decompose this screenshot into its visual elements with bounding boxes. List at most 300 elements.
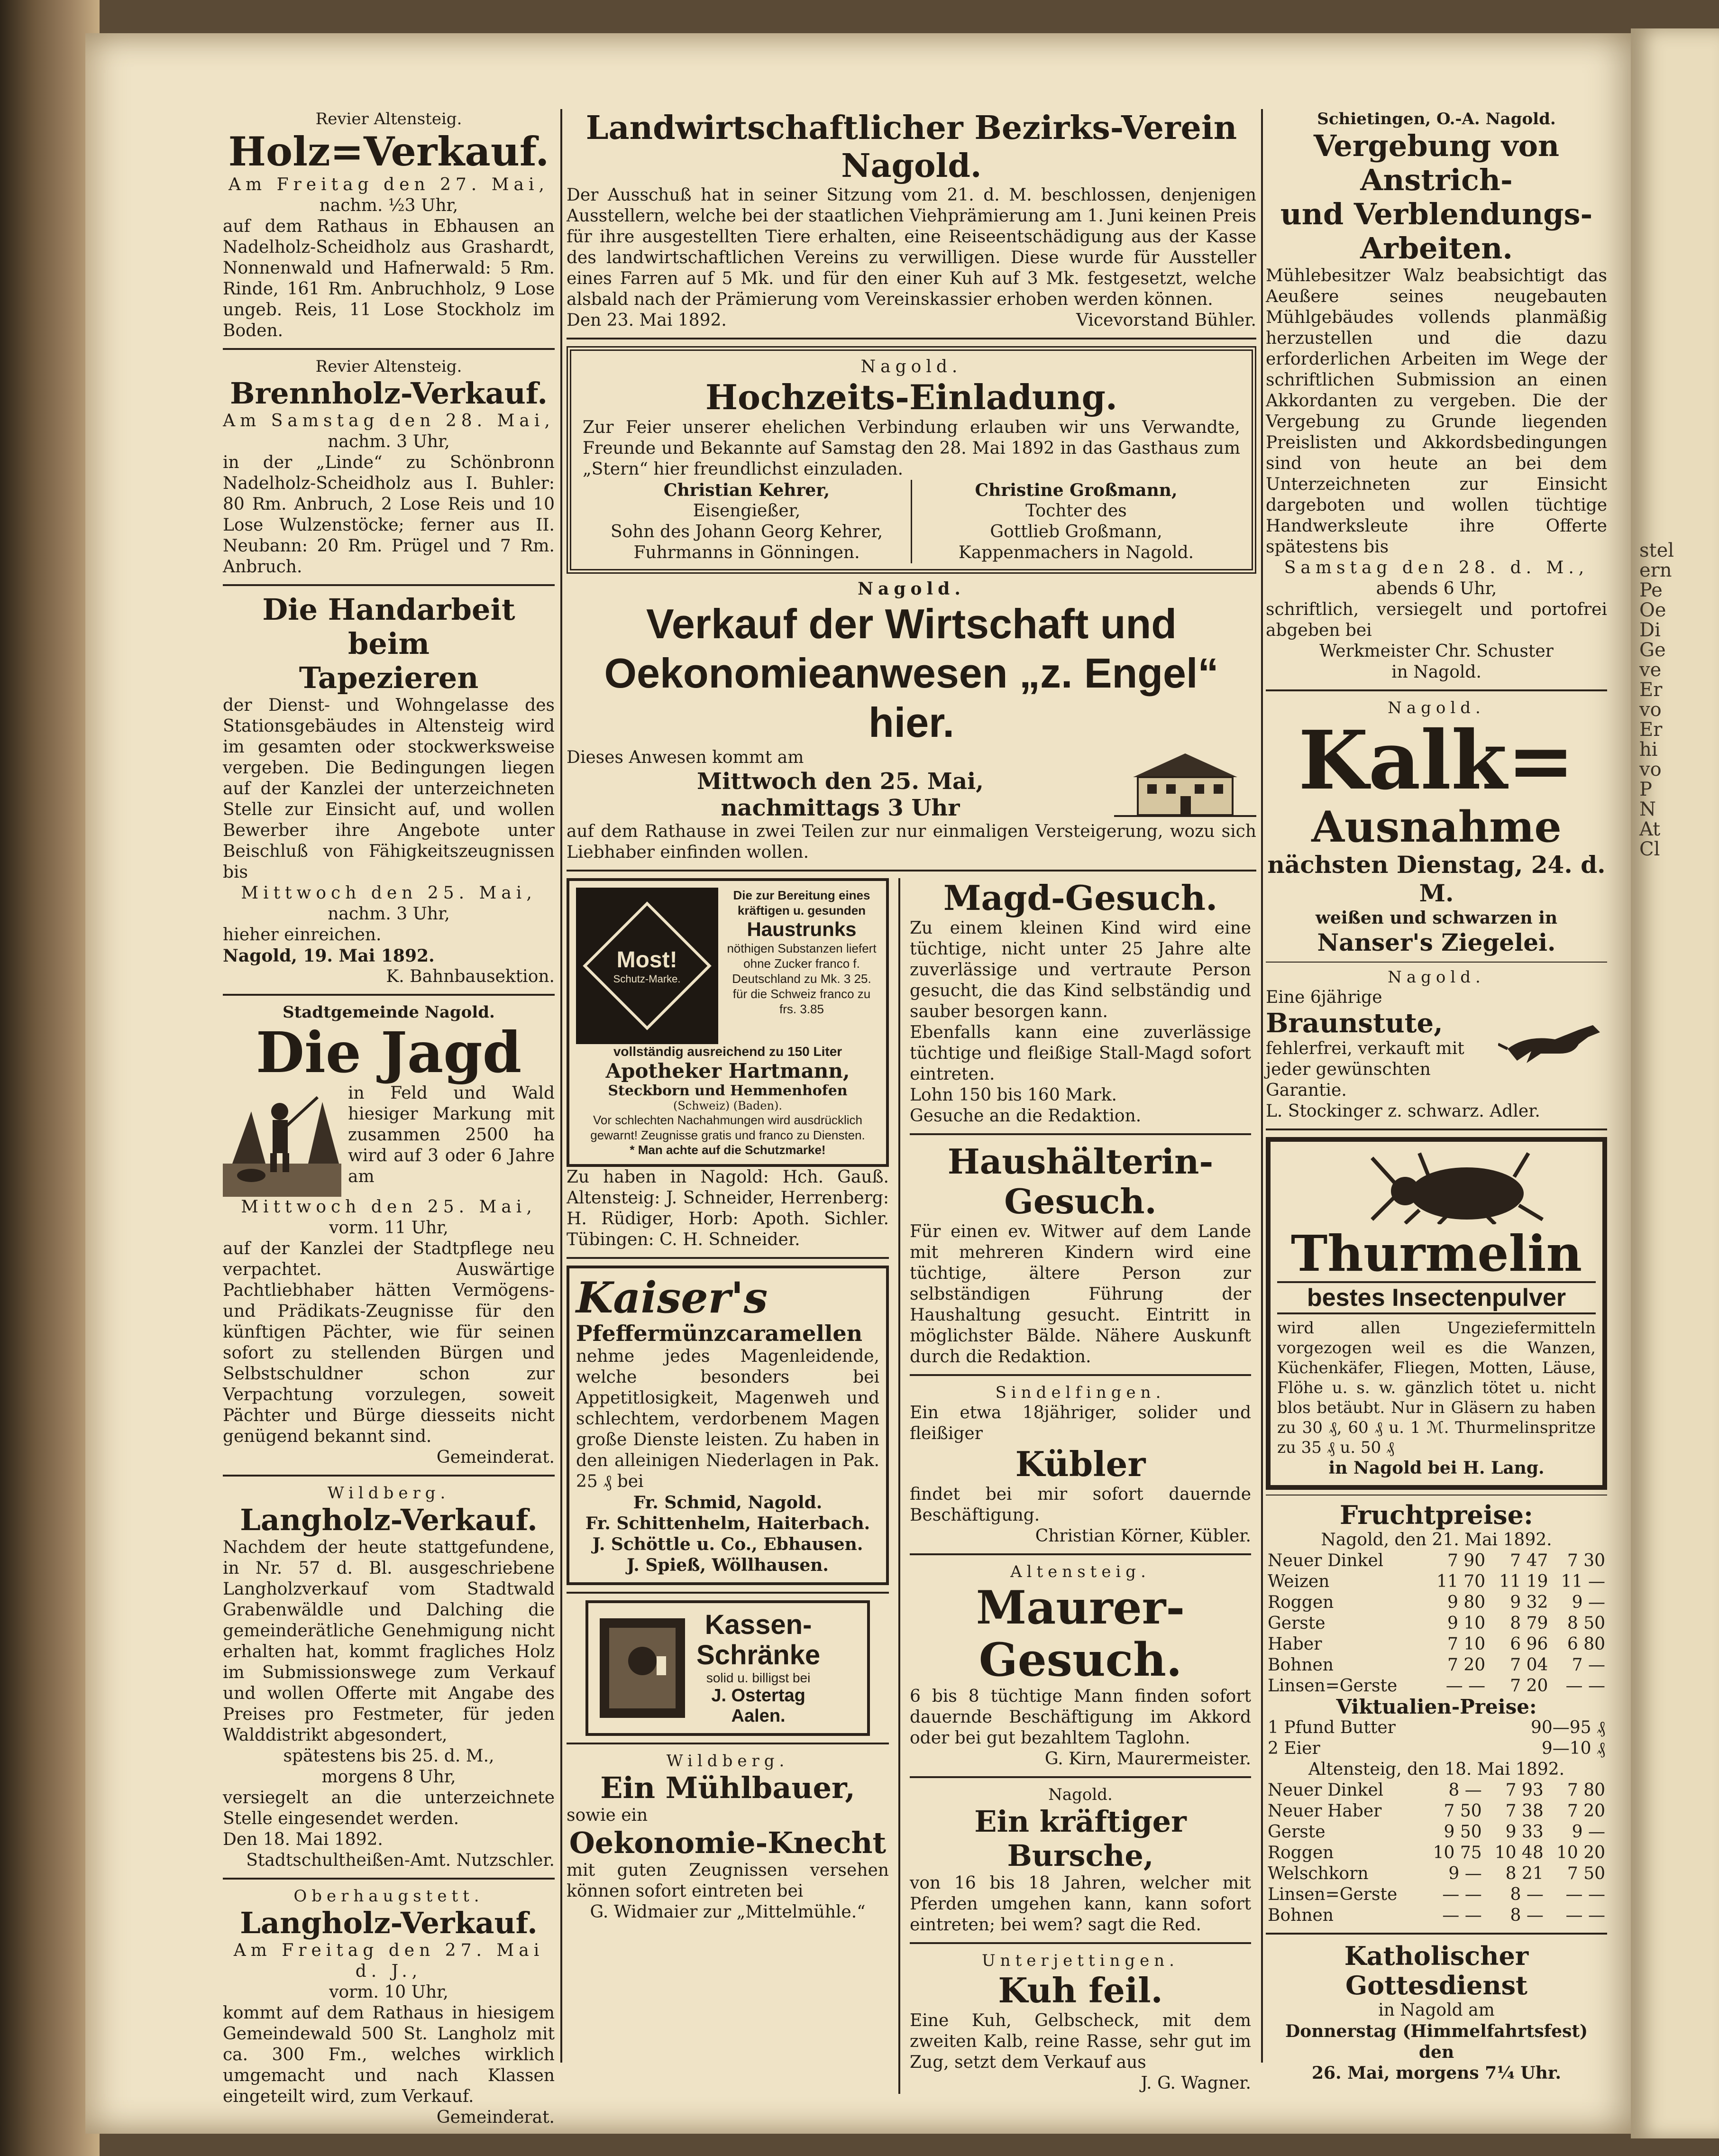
bride-block xyxy=(912,480,1240,563)
table-cell: 9 50 xyxy=(1444,1822,1482,1842)
ad-body: Mühlebesitzer Walz beabsichtigt das Aeußere seines neugebauten Mühlgebäudes vollends planmäßig herzustellen und die dazu erforderlichen Arbeiten im Wege der schriftlichen Submission an einen Akkordanten zu vergeben. Die der Vergebung zu Grunde liegenden Preislisten und Akkordsbedingungen sind von heute an bei dem Unterzeichneten zur Einsicht dargeboten und wollen tüchtige Handwerksleute ihre Offerte spätestens bis xyxy=(1266,266,1607,557)
table-row xyxy=(1266,1905,1607,1926)
ad-title: Holz=Verkauf. xyxy=(228,128,549,175)
ad-maurer xyxy=(910,1562,1251,1770)
edge-fragment: hi xyxy=(1639,739,1658,761)
ad-date: Mittwoch den 25. Mai, xyxy=(697,768,984,795)
divider xyxy=(1266,1933,1607,1935)
ad-kuebler xyxy=(910,1383,1251,1547)
ad-intro: Eine 6jährige xyxy=(1266,988,1382,1007)
fruchtpreise xyxy=(1266,1500,1607,1926)
table-cell: Bohnen xyxy=(1268,1655,1334,1675)
table-row xyxy=(1266,1884,1607,1905)
ad-place: Den 18. Mai 1892. xyxy=(223,1830,383,1849)
table-cell: Welschkorn xyxy=(1268,1864,1369,1883)
ad-most xyxy=(567,878,889,1167)
ad-kicker: Wildberg. xyxy=(666,1752,789,1771)
table-cell: 7 93 xyxy=(1505,1780,1544,1800)
couple-names xyxy=(583,480,1240,563)
divider xyxy=(1266,1128,1607,1130)
section-title: Fruchtpreise: xyxy=(1340,1500,1533,1530)
section-title: Viktualien-Preise: xyxy=(1336,1695,1537,1718)
table-row xyxy=(1266,1571,1607,1592)
table-row xyxy=(1266,1801,1607,1822)
bride-line: Tochter des xyxy=(1025,501,1127,521)
edge-fragment: vo xyxy=(1639,759,1662,780)
book-spine xyxy=(0,0,100,2156)
ad-body: wird allen Ungeziefermitteln vorgezogen weil es die Wanzen, Küchenkäfer, Fliegen, Motten, Läuse, Flöhe u. s. w. gänzlich tötet u. nicht blos betäubt. Nur in Gläsern zu haben zu 30 ₰, 60 ₰ u. 1 ℳ. Thurmelinspritze zu 35 ₰ u. 50 ₰ xyxy=(1277,1319,1596,1457)
ad-intro: Ein etwa 18jähriger, solider und fleißiger xyxy=(910,1403,1251,1443)
ad-signature: Gemeinderat. xyxy=(436,2108,555,2127)
table-row xyxy=(1266,1717,1607,1738)
groom-line: Eisengießer, xyxy=(693,501,801,521)
divider xyxy=(910,1133,1251,1135)
edge-fragment: At xyxy=(1639,818,1661,840)
table-cell: 11 70 xyxy=(1436,1572,1486,1591)
ad-signature: K. Bahnbausektion. xyxy=(386,967,555,986)
table-cell: Bohnen xyxy=(1268,1906,1334,1925)
most-logo-sub: Schutz-Marke. xyxy=(613,972,681,985)
divider xyxy=(910,1374,1251,1376)
ad-body: Eine Kuh, Gelbscheck, mit dem zweiten Kalb, reine Rasse, sehr gut im Zug, setzt dem Verkauf aus xyxy=(910,2011,1251,2072)
table-cell: 7 — xyxy=(1572,1655,1605,1675)
table-cell: 7 38 xyxy=(1505,1801,1544,1821)
dealer: J. Spieß, Wöllhausen. xyxy=(627,1555,829,1575)
ad-title: Katholischer Gottesdienst xyxy=(1344,1941,1529,2000)
column-rule xyxy=(898,878,900,2094)
column-rule xyxy=(1261,109,1263,2063)
table-cell: 7 47 xyxy=(1510,1551,1548,1570)
ad-body: von 16 bis 18 Jahren, welcher mit Pferden umgehen kann, kann sofort eintreten; bei wem? sagt die Red. xyxy=(910,1873,1251,1935)
ad-muehlbauer xyxy=(567,1751,889,1923)
ad-intro: in Feld und Wald hiesiger Markung mit zusammen 2500 ha wird auf 3 oder 6 Jahre am xyxy=(348,1083,555,1186)
table-cell: 8 21 xyxy=(1505,1864,1544,1883)
ad-brennholz xyxy=(223,357,555,578)
ad-place: Nagold, 19. Mai 1892. xyxy=(223,946,435,966)
price-table-altensteig xyxy=(1266,1780,1607,1926)
ad-title: Braunstute, xyxy=(1266,1008,1443,1039)
table-cell: Weizen xyxy=(1268,1572,1330,1591)
edge-fragment: Oe xyxy=(1639,599,1666,621)
ad-subtitle: Pfeffermünzcaramellen xyxy=(576,1321,863,1346)
ad-title: Langholz-Verkauf. xyxy=(240,1503,538,1537)
table-cell: 9 — xyxy=(1572,1822,1605,1842)
ad-body: mit guten Zeugnissen versehen können sofort eintreten bei xyxy=(567,1861,889,1901)
ad-date: Den 23. Mai 1892. xyxy=(567,311,727,330)
ad-title: Schränke xyxy=(696,1640,821,1670)
most-warning: Vor schlechten Nachahmungen wird ausdrücklich gewarnt! Zeugnisse gratis und franco zu Diensten. xyxy=(590,1113,865,1142)
ad-hochzeit xyxy=(567,346,1256,574)
table-cell: 7 20 xyxy=(1567,1801,1605,1821)
table-cell: — — xyxy=(1565,1906,1605,1925)
table-cell: 9 33 xyxy=(1505,1822,1544,1842)
ad-body: fehlerfrei, verkauft mit jeder gewünschten Garantie. xyxy=(1266,1039,1464,1100)
ad-signature: Christian Körner, Kübler. xyxy=(1035,1526,1251,1546)
groom-line: Fuhrmanns in Gönningen. xyxy=(633,543,860,562)
table-cell: 2 Eier xyxy=(1268,1739,1320,1758)
ad-gottesdienst xyxy=(1266,1941,1607,2083)
most-text: Die zur Bereitung eines kräftigen u. gesunden xyxy=(733,888,870,917)
ad-kicker: Revier Altensteig. xyxy=(315,110,462,128)
ad-kicker: Stadtgemeinde Nagold. xyxy=(283,1003,495,1022)
edge-fragment: Di xyxy=(1639,619,1661,641)
table-row xyxy=(1266,1780,1607,1801)
table-cell: — — xyxy=(1442,1885,1482,1904)
bride-line: Gottlieb Großmann, xyxy=(990,522,1162,541)
table-cell: Neuer Haber xyxy=(1268,1801,1382,1821)
table-row xyxy=(1266,1655,1607,1676)
ad-body: auf der Kanzlei der Stadtpflege neu verpachtet. Auswärtige Pachtliebhaber hätten Vermögens- und Prädikats-Zeugnisse für den künftigen Pächter, wie für seinen sofort zu stellenden Bürgen und Selbstschuldner schon zur Verpachtung vorzulegen, soweit Pächter und Bürge diesseits nicht genügend bekannt sind. xyxy=(223,1239,555,1446)
ad-body: Der Ausschuß hat in seiner Sitzung vom 21. d. M. beschlossen, denjenigen Ausstellern, welche bei der staatlichen Viehprämierung am 1. Juni keinen Preis für ihre ausgestellten Tiere erhalten, eine Reiseentschädigung aus der Kasse des landwirtschaftlichen Vereins zu verwilligen. Diese wurde für Aussteller eines Farren auf 5 Mk. und für den einer Kuh auf 3 Mk. festgesetzt, welche alsbald nach der Prämierung vom Vereinskassier erhoben werden können. xyxy=(567,185,1256,309)
ad-verein xyxy=(567,109,1256,331)
table-cell: Haber xyxy=(1268,1634,1322,1654)
table-cell: 10 48 xyxy=(1494,1843,1544,1862)
table-cell: 10 75 xyxy=(1433,1843,1482,1862)
table-cell: 8 50 xyxy=(1567,1614,1605,1633)
ad-title: Magd-Gesuch. xyxy=(943,878,1218,918)
ad-city: Aalen. xyxy=(731,1706,786,1726)
ad-signature: G. Widmaier zur „Mittelmühle.“ xyxy=(590,1902,866,1922)
table-cell: 9 — xyxy=(1448,1864,1482,1883)
ad-text: hieher einreichen. xyxy=(223,925,382,945)
groom-name: Christian Kehrer, xyxy=(663,480,830,500)
bride-name: Christine Großmann, xyxy=(975,480,1178,500)
divider xyxy=(223,1878,555,1880)
table-cell: 6 96 xyxy=(1510,1634,1548,1654)
beetle-icon xyxy=(1277,1148,1600,1224)
ad-title: Kassen- xyxy=(704,1609,812,1640)
table-cell: 8 — xyxy=(1510,1906,1544,1925)
ad-kicker: Sindelfingen. xyxy=(995,1383,1166,1402)
center-subcolumns xyxy=(567,878,1256,2094)
ad-title: Ausnahme xyxy=(1311,802,1562,852)
divider xyxy=(223,348,555,350)
engel-block xyxy=(567,747,1256,821)
ad-time: nachm. 3 Uhr, xyxy=(328,432,450,451)
ad-title: Vergebung von Anstrich- xyxy=(1313,128,1560,197)
ad-title: Langholz-Verkauf. xyxy=(240,1906,538,1940)
table-cell: Linsen=Gerste xyxy=(1268,1676,1398,1696)
ad-title: Ein kräftiger Bursche, xyxy=(974,1804,1187,1873)
ad-title: Oekonomie-Knecht xyxy=(569,1826,887,1860)
ad-title: Thurmelin xyxy=(1290,1224,1582,1283)
most-logo xyxy=(576,888,718,1044)
ad-magd xyxy=(910,878,1251,1127)
ad-title: Hochzeits-Einladung. xyxy=(705,377,1117,417)
ad-title: Kalk= xyxy=(1298,713,1575,808)
column-left xyxy=(223,109,555,2128)
market-date: Nagold, den 21. Mai 1892. xyxy=(1321,1530,1552,1550)
ad-title: Kuh feil. xyxy=(998,1970,1163,2010)
divider xyxy=(567,1743,889,1744)
most-desc xyxy=(724,888,879,1044)
ad-date: Am Samstag den 28. Mai, xyxy=(223,411,555,431)
table-cell: 7 20 xyxy=(1510,1676,1548,1696)
table-row xyxy=(1266,1634,1607,1655)
ad-bursche xyxy=(910,1785,1251,1936)
ad-kicker: Unterjettingen. xyxy=(982,1951,1179,1970)
table-cell: 9 32 xyxy=(1510,1593,1548,1612)
table-cell: 7 10 xyxy=(1447,1634,1486,1654)
table-cell: 9 80 xyxy=(1447,1593,1486,1612)
divider xyxy=(567,1257,889,1259)
ad-body: Zu einem kleinen Kind wird eine tüchtige, nicht unter 25 Jahre alte zuverlässige und vertraute Person gesucht, die das Kind selbständig und sauber besorgen kann. xyxy=(910,918,1251,1021)
most-mark: * Man achte auf die Schutzmarke! xyxy=(630,1143,826,1157)
ad-engel xyxy=(567,578,1256,863)
ad-line: weißen und schwarzen in xyxy=(1315,908,1558,928)
table-cell: 9—10 ₰ xyxy=(1541,1739,1605,1758)
table-cell: Neuer Dinkel xyxy=(1268,1551,1384,1570)
ad-body: auf dem Rathaus in Ebhausen an Nadelholz-Scheidholz aus Grashardt, Nonnenwald und Hafnerwald: 5 Rm. Rinde, 161 Rm. Anbruchholz, 9 Lose ungeb. Reis, 11 Lose Stockholz im Boden. xyxy=(223,217,555,340)
most-apotheker: Apotheker Hartmann, xyxy=(605,1059,850,1083)
stute-block xyxy=(1266,987,1607,1101)
ad-signature: J. G. Wagner. xyxy=(1141,2073,1251,2093)
ad-kaiser xyxy=(567,1266,889,1585)
table-row xyxy=(1266,1822,1607,1843)
column-center xyxy=(567,109,1256,2094)
table-cell: 7 04 xyxy=(1510,1655,1548,1675)
ad-title: Tapezieren xyxy=(299,661,479,695)
groom-block xyxy=(583,480,912,563)
kassen-text xyxy=(696,1610,820,1726)
ad-date: spätestens bis 25. d. M., xyxy=(283,1746,494,1766)
edge-fragment: vo xyxy=(1639,699,1662,721)
inn-illustration xyxy=(1114,749,1256,820)
divider xyxy=(567,870,1256,872)
ad-line: Nanser's Ziegelei. xyxy=(1317,928,1556,956)
ad-date: Mittwoch den 25. Mai, xyxy=(241,883,537,903)
ad-signature: in Nagold. xyxy=(1391,662,1481,682)
ad-kicker: Oberhaugstett. xyxy=(293,1887,484,1906)
most-logo-word: Most! xyxy=(617,947,677,972)
ad-jagd xyxy=(223,1002,555,1468)
ad-date: Mittwoch den 25. Mai, xyxy=(241,1197,537,1217)
groom-line: Sohn des Johann Georg Kehrer, xyxy=(610,522,883,541)
ad-title: Kaiser's xyxy=(576,1273,768,1323)
ad-body: findet bei mir sofort dauernde Beschäftigung. xyxy=(910,1485,1251,1525)
most-location: Steckborn und Hemmenhofen xyxy=(608,1083,848,1099)
table-row xyxy=(1266,1592,1607,1613)
ad-kicker: Nagold. xyxy=(860,357,962,376)
ad-title: Die Handarbeit beim xyxy=(262,592,515,661)
divider xyxy=(1266,689,1607,691)
ad-kicker: Nagold. xyxy=(858,579,965,599)
ad-text: versiegelt an die unterzeichnete Stelle eingesendet werden. xyxy=(223,1788,555,1828)
divider xyxy=(223,994,555,996)
most-sold: Zu haben in Nagold: Hch. Gauß. Altensteig: J. Schneider, Herrenberg: H. Rüdiger, Horb: Apoth. Sichler. Tübingen: C. H. Schneider. xyxy=(567,1167,889,1249)
dealer: Fr. Schittenhelm, Haiterbach. xyxy=(585,1514,870,1533)
ad-kuh xyxy=(910,1951,1251,2094)
table-cell: 7 20 xyxy=(1447,1655,1486,1675)
table-cell: 7 90 xyxy=(1447,1551,1486,1570)
ad-body: Zur Feier unserer ehelichen Verbindung erlauben wir uns Verwandte, Freunde und Bekannte auf Samstag den 28. Mai 1892 in das Gasthaus zum „Stern“ hier freundlichst einzuladen. xyxy=(583,418,1240,479)
ad-pay: Lohn 150 bis 160 Mark. xyxy=(910,1085,1117,1105)
ad-signature: Werkmeister Chr. Schuster xyxy=(1319,642,1554,661)
ad-title: Oekonomieanwesen „z. Engel“ hier. xyxy=(604,650,1219,746)
edge-fragment: Er xyxy=(1639,719,1663,741)
ad-subtitle: bestes Insectenpulver xyxy=(1277,1281,1596,1314)
edge-fragment: ern xyxy=(1639,560,1672,581)
table-cell: 7 80 xyxy=(1567,1780,1605,1800)
table-cell: 90—95 ₰ xyxy=(1530,1718,1605,1737)
ad-date: Samstag den 28. d. M., xyxy=(1284,558,1589,578)
table-cell: 10 20 xyxy=(1556,1843,1605,1862)
edge-fragment: stel xyxy=(1639,540,1674,561)
ad-title: und Verblendungs- xyxy=(1280,197,1593,231)
ad-text: Gesuche an die Redaktion. xyxy=(910,1106,1142,1126)
ad-body: 6 bis 8 tüchtige Mann finden sofort dauernde Beschäftigung im Akkord oder bei gut bezahltem Taglohn. xyxy=(910,1687,1251,1748)
ad-line: in Nagold am xyxy=(1378,2000,1495,2020)
table-cell: Neuer Dinkel xyxy=(1268,1780,1384,1800)
center-left-subcolumn xyxy=(567,878,889,2094)
table-row xyxy=(1266,1550,1607,1571)
bride-line: Kappenmachers in Nagold. xyxy=(958,543,1194,562)
ad-where: in Nagold bei H. Lang. xyxy=(1328,1458,1545,1478)
ad-kicker: Altensteig. xyxy=(1010,1562,1151,1581)
divider xyxy=(910,1942,1251,1944)
ad-title: Maurer-Gesuch. xyxy=(976,1581,1185,1687)
ad-kicker: Wildberg. xyxy=(327,1484,450,1503)
ad-kicker: Nagold. xyxy=(1388,698,1485,717)
table-cell: 6 80 xyxy=(1567,1634,1605,1654)
table-cell: Roggen xyxy=(1268,1843,1334,1862)
dealer: Fr. Schmid, Nagold. xyxy=(633,1493,823,1513)
ad-body: auf dem Rathause in zwei Teilen zur nur einmaligen Versteigerung, wozu sich Liebhaber einfinden wollen. xyxy=(567,822,1256,862)
ad-date: Am Freitag den 27. Mai, xyxy=(229,175,549,194)
table-cell: — — xyxy=(1445,1676,1486,1696)
ad-time: nachmittags 3 Uhr xyxy=(721,795,960,821)
ad-time: nachm. 3 Uhr, xyxy=(328,904,450,924)
table-cell: — — xyxy=(1565,1885,1605,1904)
most-title: Haustrunks xyxy=(747,918,857,940)
ad-text: sowie ein xyxy=(567,1806,648,1825)
edge-fragment: Pe xyxy=(1639,579,1663,601)
ad-kassen xyxy=(585,1600,870,1736)
table-cell: Gerste xyxy=(1268,1614,1326,1633)
column-right xyxy=(1266,109,1607,2083)
table-cell: — — xyxy=(1442,1906,1482,1925)
ad-time: vorm. 11 Uhr, xyxy=(329,1218,448,1238)
table-cell: 7 50 xyxy=(1444,1801,1482,1821)
most-top xyxy=(576,888,879,1044)
adjacent-page-edge xyxy=(1631,28,1719,2138)
ad-name: J. Ostertag xyxy=(711,1686,805,1706)
most-logo-text xyxy=(613,946,681,985)
ad-title: Arbeiten. xyxy=(1360,231,1513,266)
ad-thurmelin xyxy=(1266,1137,1607,1490)
dealer: J. Schöttle u. Co., Ebhausen. xyxy=(592,1534,863,1554)
ad-body: der Dienst- und Wohngelasse des Stationsgebäudes in Altensteig wird im gesamten oder stockwerksweise vergeben. Die Bedingungen liegen auf der Kanzlei der unterzeichneten Stelle zur Einsicht auf, und wollen Bewerber ihre Angebote unter Beischluß von Fähigkeitszeugnissen bis xyxy=(223,696,555,882)
victual-table xyxy=(1266,1717,1607,1759)
edge-fragment: N xyxy=(1639,798,1656,820)
table-cell: 8 79 xyxy=(1510,1614,1548,1633)
table-cell: 11 19 xyxy=(1499,1572,1548,1591)
ad-langholz-wildberg xyxy=(223,1483,555,1871)
ad-kicker: Revier Altensteig. xyxy=(315,357,462,376)
diamond-icon xyxy=(583,901,712,1030)
edge-fragment: P xyxy=(1639,779,1652,800)
safe-icon xyxy=(595,1614,690,1723)
ad-title: Landwirtschaftlicher Bezirks-Verein Nagold. xyxy=(585,109,1237,185)
divider xyxy=(1266,962,1607,963)
hunter-block xyxy=(223,1083,555,1197)
edge-fragment: Cl xyxy=(1639,838,1660,860)
ad-langholz-oberhaugstett xyxy=(223,1886,555,2128)
table-row xyxy=(1266,1843,1607,1863)
horse-icon xyxy=(1498,1016,1607,1073)
ad-line: Donnerstag (Himmelfahrtsfest) den xyxy=(1285,2021,1588,2062)
ad-signature: L. Stockinger z. schwarz. Adler. xyxy=(1266,1101,1540,1121)
table-cell: Roggen xyxy=(1268,1593,1334,1612)
ad-body: in der „Linde“ zu Schönbronn Nadelholz-Scheidholz aus I. Buhler: 80 Rm. Anbruch, 2 Lose Reis und 10 Lose Wulzenstöcke; ferner aus II. Neubann: 20 Rm. Prügel und 7 Rm. Anbruch. xyxy=(223,453,555,577)
ad-line: nächsten Dienstag, 24. d. M. xyxy=(1267,851,1606,907)
ad-date: Am Freitag den 27. Mai d. J., xyxy=(233,1941,544,1981)
edge-fragment: ve xyxy=(1639,659,1662,681)
divider xyxy=(567,1592,889,1594)
ad-body: kommt auf dem Rathaus in hiesigem Gemeindewald 500 St. Langholz mit ca. 300 Fm., welches wirklich umgemacht und nach Klassen eingeteilt wird, zum Verkauf. xyxy=(223,2003,555,2106)
ad-title: Brennholz-Verkauf. xyxy=(230,376,548,411)
ad-body: Ebenfalls kann eine zuverlässige tüchtige und fleißige Stall-Magd sofort eintreten. xyxy=(910,1023,1251,1084)
ad-handarbeit xyxy=(223,593,555,987)
divider xyxy=(223,1475,555,1477)
divider xyxy=(223,584,555,586)
table-row xyxy=(1266,1613,1607,1634)
table-row xyxy=(1266,1738,1607,1759)
table-cell: 7 30 xyxy=(1567,1551,1605,1570)
edge-fragment: Ge xyxy=(1639,639,1666,661)
divider xyxy=(567,338,1256,339)
ad-holz-verkauf xyxy=(223,109,555,341)
column-rule xyxy=(560,109,562,2063)
ad-signature: Vicevorstand Bühler. xyxy=(1076,311,1256,330)
ad-time: vorm. 10 Uhr, xyxy=(329,1982,448,2002)
table-cell: Linsen=Gerste xyxy=(1268,1885,1398,1904)
ad-body: Nachdem der heute stattgefundene, in Nr. 57 d. Bl. ausgeschriebene Langholzverkauf vom Stadtwald Grabenwäldle und Dalching die gemeinderätliche Genehmigung nicht erhalten hat, kommt fragliches Holz im Submissionswege zum Verkauf und wollen Offerte mit Angabe des Preises pro Festmeter, für jeden Walddistrikt abgesondert, xyxy=(223,1538,555,1745)
most-location-sub: (Schweiz) (Baden). xyxy=(673,1099,783,1112)
table-cell: — — xyxy=(1565,1676,1605,1696)
table-cell: 7 50 xyxy=(1567,1864,1605,1883)
table-cell: 9 — xyxy=(1572,1593,1605,1612)
hunter-illustration xyxy=(223,1083,341,1197)
ad-text: solid u. billigst bei xyxy=(706,1670,811,1685)
divider xyxy=(910,1553,1251,1555)
ad-title: Kübler xyxy=(1015,1444,1146,1484)
ad-signature: G. Kirn, Maurermeister. xyxy=(1044,1749,1251,1769)
ad-braunstute xyxy=(1266,967,1607,1122)
ad-title: Haushälterin- xyxy=(947,1141,1214,1182)
ad-text: schriftlich, versiegelt und portofrei abgeben bei xyxy=(1266,600,1607,640)
table-row xyxy=(1266,1676,1607,1697)
ad-signature: Stadtschultheißen-Amt. Nutzschler. xyxy=(246,1851,555,1870)
price-table-nagold xyxy=(1266,1550,1607,1697)
stute-text xyxy=(1266,987,1498,1101)
ad-title: Verkauf der Wirtschaft und xyxy=(646,600,1177,647)
most-text: nöthigen Substanzen liefert ohne Zucker franco f. Deutschland zu Mk. 3 25. für die Schweiz franco zu frs. 3.85 xyxy=(727,941,877,1016)
ad-time: nachm. ½3 Uhr, xyxy=(319,196,458,215)
ad-kicker: Schietingen, O.-A. Nagold. xyxy=(1317,110,1556,128)
divider xyxy=(910,1776,1251,1778)
ad-time: abends 6 Uhr, xyxy=(1376,579,1497,598)
ad-body: Für einen ev. Witwer auf dem Lande mit mehreren Kindern wird eine tüchtige, ältere Person zur selbständigen Führung der Haushaltung gesucht. Eintritt in möglichster Bälde. Nähere Auskunft durch die Redaktion. xyxy=(910,1222,1251,1367)
ad-body: nehme jedes Magenleidende, welche besonders bei Appetitlosigkeit, Magenweh und schlechtem, verdorbenem Magen große Dienste leisten. Zu haben in den alleinigen Niederlagen in Pak. 25 ₰ bei xyxy=(576,1347,879,1491)
center-right-subcolumn xyxy=(910,878,1251,2094)
ad-footer xyxy=(567,310,1256,331)
ad-haushaelterin xyxy=(910,1142,1251,1367)
ad-vergebung xyxy=(1266,109,1607,683)
table-cell: 1 Pfund Butter xyxy=(1268,1718,1396,1737)
market-date: Altensteig, den 18. Mai 1892. xyxy=(1308,1760,1565,1779)
ad-kalk xyxy=(1266,698,1607,957)
